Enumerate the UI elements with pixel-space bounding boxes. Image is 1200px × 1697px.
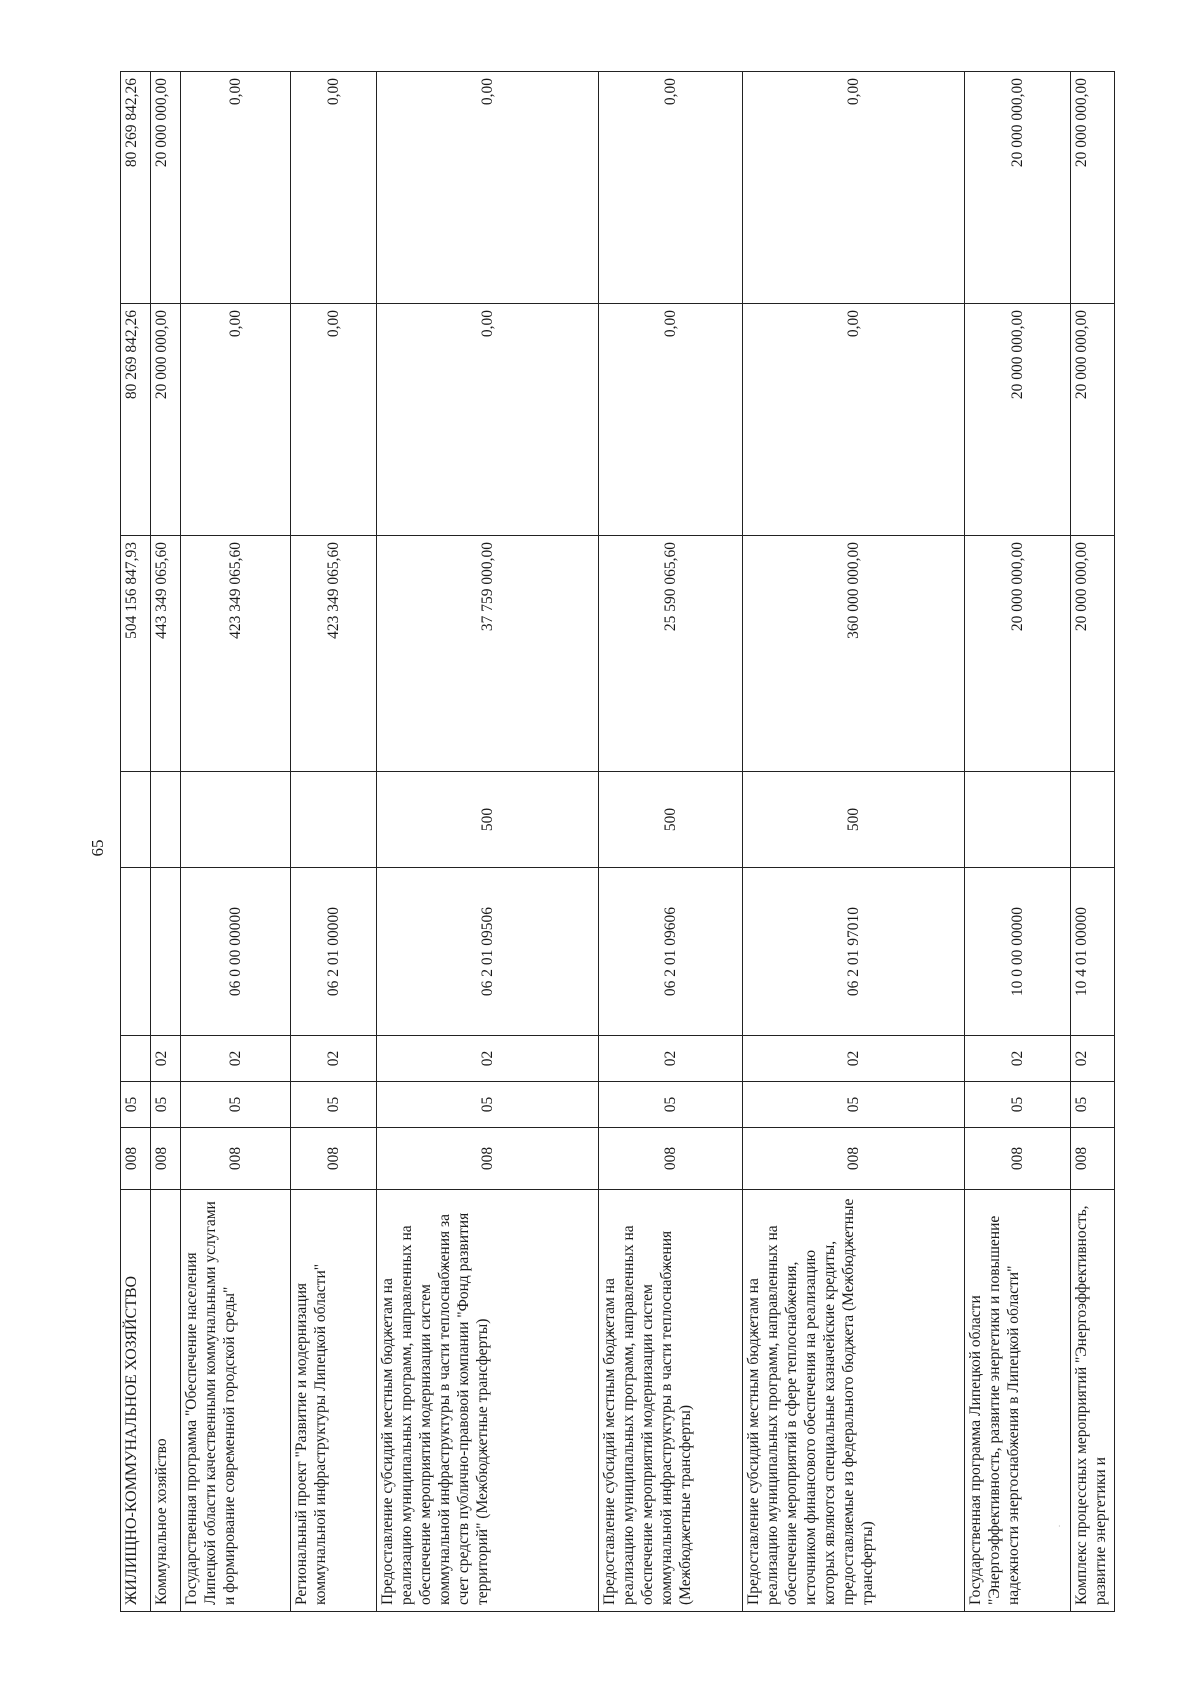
podrazdel-code-cell: 02 bbox=[599, 1036, 743, 1082]
row-name-cell: Государственная программа "Обеспечение населения Липецкой области качественными коммунальными услугами и формирование современной городской среды" bbox=[181, 1190, 291, 1612]
razdel-code-cell: 05 bbox=[181, 1082, 291, 1128]
target-article-cell: 06 0 00 00000 bbox=[181, 868, 291, 1036]
expense-type-cell: 500 bbox=[377, 772, 599, 868]
glava-code-cell: 008 bbox=[965, 1128, 1071, 1190]
scan-speck: · bbox=[1058, 1522, 1061, 1531]
glava-code-cell: 008 bbox=[121, 1128, 151, 1190]
amount-year2-cell: 80 269 842,26 bbox=[121, 304, 151, 536]
razdel-code-cell: 05 bbox=[599, 1082, 743, 1128]
podrazdel-code-cell: 02 bbox=[377, 1036, 599, 1082]
amount-year1-cell: 20 000 000,00 bbox=[965, 536, 1071, 772]
podrazdel-code-cell: 02 bbox=[743, 1036, 965, 1082]
amount-year3-cell: 20 000 000,00 bbox=[965, 72, 1071, 304]
target-article-cell: 06 2 01 09606 bbox=[599, 868, 743, 1036]
amount-year2-cell: 0,00 bbox=[181, 304, 291, 536]
row-name-cell: Предоставление субсидий местным бюджетам на реализацию муниципальных программ, направленных на обеспечение мероприятий в сфере теплоснабжения, источником финансового обеспечения на реализацию которых являются специальные казначейские кредиты, предоставляемые из федерального бюджета (Межбюджетные трансферты) bbox=[743, 1190, 965, 1612]
table-row bbox=[599, 72, 743, 1612]
target-article-cell bbox=[121, 868, 151, 1036]
target-article-cell: 06 2 01 09506 bbox=[377, 868, 599, 1036]
glava-code-cell: 008 bbox=[599, 1128, 743, 1190]
razdel-code-cell: 05 bbox=[965, 1082, 1071, 1128]
table-row bbox=[1071, 72, 1115, 1612]
row-name-cell: Государственная программа Липецкой области "Энергоэффективность, развитие энергетики и повышение надежности энергоснабжения в Липецкой области" bbox=[965, 1190, 1071, 1612]
expense-type-cell: 500 bbox=[743, 772, 965, 868]
target-article-cell: 06 2 01 97010 bbox=[743, 868, 965, 1036]
expense-type-cell: 500 bbox=[599, 772, 743, 868]
amount-year1-cell: 423 349 065,60 bbox=[181, 536, 291, 772]
glava-code-cell: 008 bbox=[181, 1128, 291, 1190]
amount-year3-cell: 0,00 bbox=[743, 72, 965, 304]
razdel-code-cell: 05 bbox=[1071, 1082, 1115, 1128]
razdel-code-cell: 05 bbox=[151, 1082, 181, 1128]
amount-year2-cell: 20 000 000,00 bbox=[965, 304, 1071, 536]
glava-code-cell: 008 bbox=[1071, 1128, 1115, 1190]
razdel-code-cell: 05 bbox=[377, 1082, 599, 1128]
amount-year3-cell: 0,00 bbox=[599, 72, 743, 304]
expense-type-cell bbox=[965, 772, 1071, 868]
podrazdel-code-cell: 02 bbox=[181, 1036, 291, 1082]
target-article-cell: 06 2 01 00000 bbox=[291, 868, 377, 1036]
amount-year2-cell: 0,00 bbox=[377, 304, 599, 536]
expense-type-cell bbox=[151, 772, 181, 868]
row-name-cell: Коммунальное хозяйство bbox=[151, 1190, 181, 1612]
glava-code-cell: 008 bbox=[151, 1128, 181, 1190]
expense-type-cell bbox=[121, 772, 151, 868]
podrazdel-code-cell: 02 bbox=[151, 1036, 181, 1082]
expense-type-cell bbox=[181, 772, 291, 868]
amount-year2-cell: 0,00 bbox=[291, 304, 377, 536]
glava-code-cell: 008 bbox=[743, 1128, 965, 1190]
target-article-cell: 10 0 00 00000 bbox=[965, 868, 1071, 1036]
table-row bbox=[965, 72, 1071, 1612]
table-row bbox=[377, 72, 599, 1612]
target-article-cell bbox=[151, 868, 181, 1036]
table-body bbox=[121, 72, 1115, 1612]
razdel-code-cell: 05 bbox=[743, 1082, 965, 1128]
page-number: 65 bbox=[88, 839, 107, 857]
amount-year3-cell: 80 269 842,26 bbox=[121, 72, 151, 304]
amount-year1-cell: 504 156 847,93 bbox=[121, 536, 151, 772]
expense-type-cell bbox=[291, 772, 377, 868]
expense-type-cell bbox=[1071, 772, 1115, 868]
row-name-cell: Комплекс процессных мероприятий "Энергоэффективность, развитие энергетики и bbox=[1071, 1190, 1115, 1612]
amount-year2-cell: 20 000 000,00 bbox=[1071, 304, 1115, 536]
amount-year2-cell: 20 000 000,00 bbox=[151, 304, 181, 536]
budget-table bbox=[120, 71, 1115, 1612]
row-name-cell: Региональный проект "Развитие и модернизация коммунальной инфраструктуры Липецкой области" bbox=[291, 1190, 377, 1612]
podrazdel-code-cell: 02 bbox=[1071, 1036, 1115, 1082]
amount-year1-cell: 443 349 065,60 bbox=[151, 536, 181, 772]
amount-year3-cell: 0,00 bbox=[291, 72, 377, 304]
podrazdel-code-cell: 02 bbox=[965, 1036, 1071, 1082]
amount-year2-cell: 0,00 bbox=[743, 304, 965, 536]
target-article-cell: 10 4 01 00000 bbox=[1071, 868, 1115, 1036]
table-row bbox=[743, 72, 965, 1612]
row-name-cell: ЖИЛИЩНО-КОММУНАЛЬНОЕ ХОЗЯЙСТВО bbox=[121, 1190, 151, 1612]
row-name-cell: Предоставление субсидий местным бюджетам на реализацию муниципальных программ, направленных на обеспечение мероприятий модернизации систем коммунальной инфраструктуры в части теплоснабжения за счет средств публично-правовой компании "Фонд развития территорий" (Межбюджетные трансферты) bbox=[377, 1190, 599, 1612]
table-row bbox=[181, 72, 291, 1612]
razdel-code-cell: 05 bbox=[121, 1082, 151, 1128]
amount-year1-cell: 25 590 065,60 bbox=[599, 536, 743, 772]
amount-year1-cell: 360 000 000,00 bbox=[743, 536, 965, 772]
rotated-table-container bbox=[120, 72, 1109, 1612]
razdel-code-cell: 05 bbox=[291, 1082, 377, 1128]
amount-year3-cell: 0,00 bbox=[181, 72, 291, 304]
table-row bbox=[151, 72, 181, 1612]
amount-year1-cell: 423 349 065,60 bbox=[291, 536, 377, 772]
table-row bbox=[291, 72, 377, 1612]
amount-year2-cell: 0,00 bbox=[599, 304, 743, 536]
podrazdel-code-cell: 02 bbox=[291, 1036, 377, 1082]
table-row bbox=[121, 72, 151, 1612]
glava-code-cell: 008 bbox=[377, 1128, 599, 1190]
podrazdel-code-cell bbox=[121, 1036, 151, 1082]
amount-year3-cell: 20 000 000,00 bbox=[151, 72, 181, 304]
glava-code-cell: 008 bbox=[291, 1128, 377, 1190]
amount-year3-cell: 0,00 bbox=[377, 72, 599, 304]
row-name-cell: Предоставление субсидий местным бюджетам на реализацию муниципальных программ, направленных на обеспечение мероприятий модернизации систем коммунальной инфраструктуры в части теплоснабжения (Межбюджетные трансферты) bbox=[599, 1190, 743, 1612]
amount-year3-cell: 20 000 000,00 bbox=[1071, 72, 1115, 304]
amount-year1-cell: 37 759 000,00 bbox=[377, 536, 599, 772]
amount-year1-cell: 20 000 000,00 bbox=[1071, 536, 1115, 772]
